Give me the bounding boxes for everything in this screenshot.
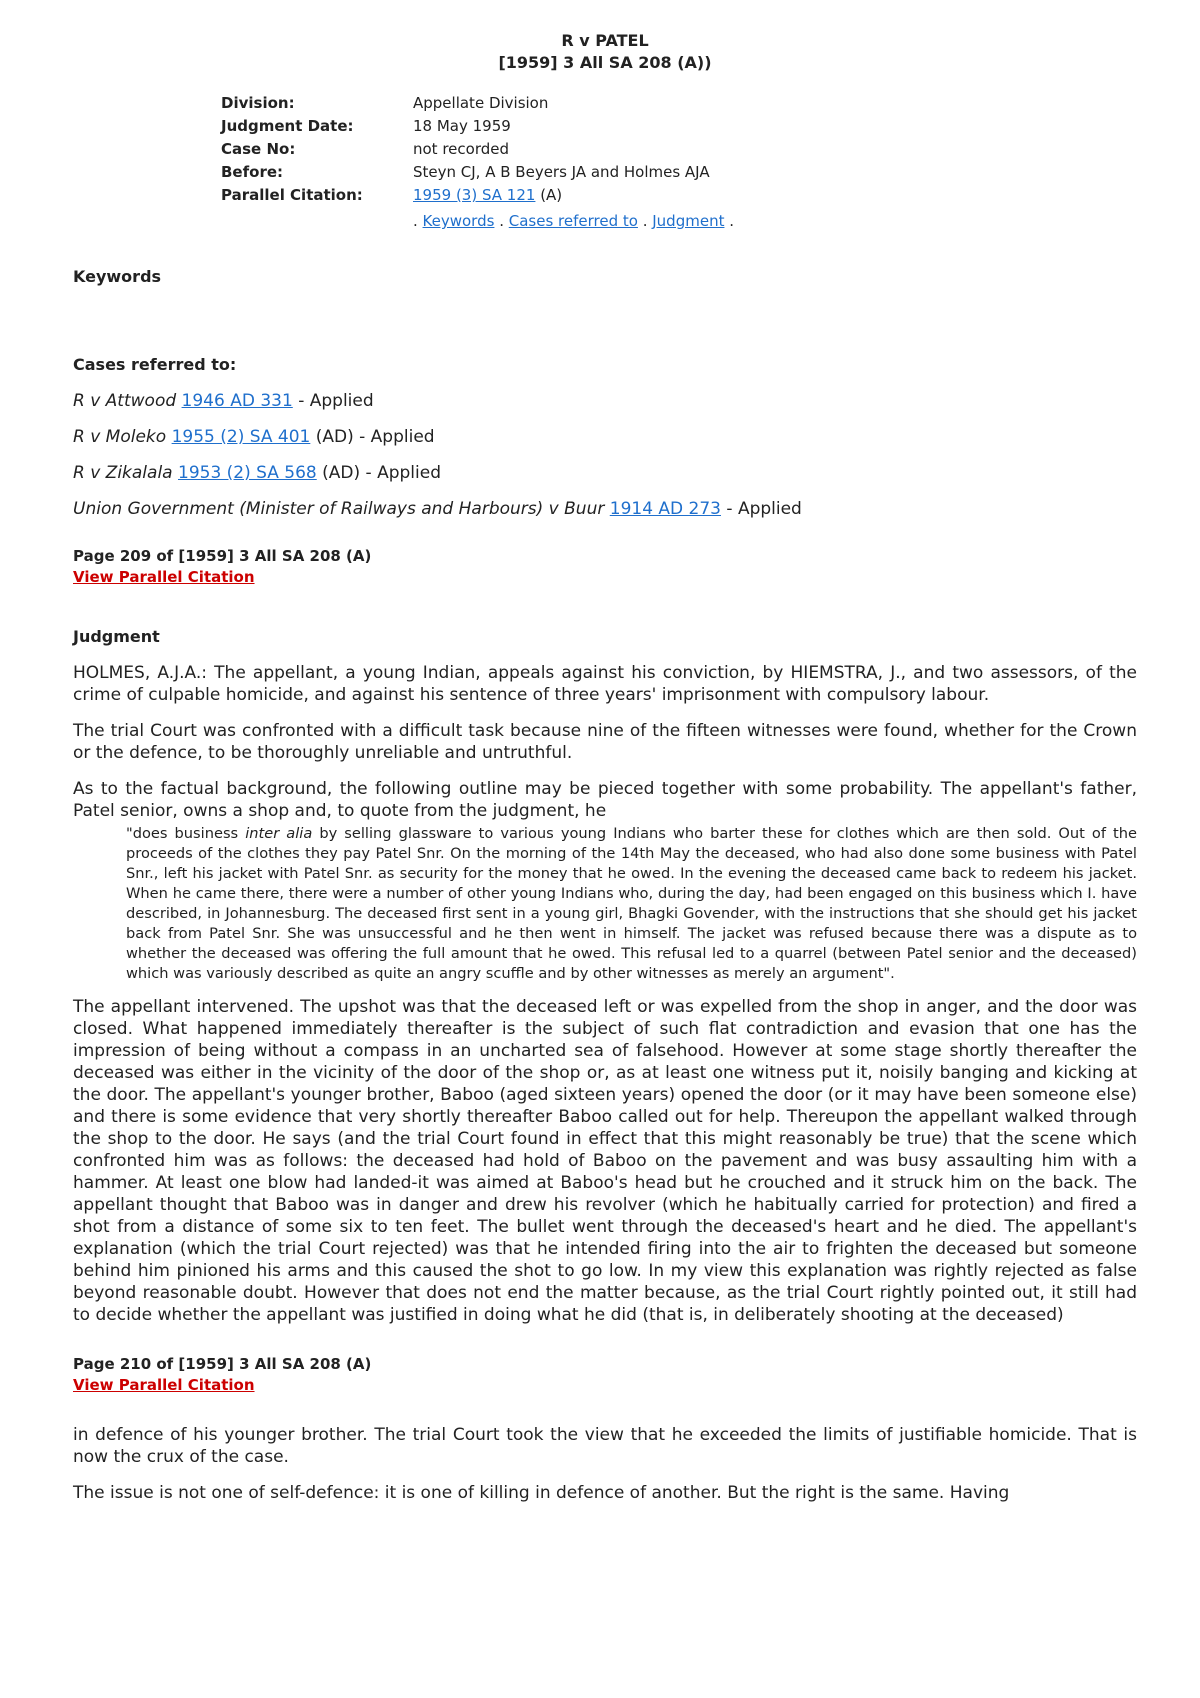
case-metadata	[221, 92, 710, 207]
division-value: Appellate Division	[413, 94, 549, 112]
page-marker-209	[73, 546, 1137, 588]
quote-text: "does business	[126, 825, 246, 842]
section-nav: . Keywords . Cases referred to . Judgment .	[413, 212, 734, 230]
case-name: Union Government (Minister of Railways and Harbours) v Buur	[73, 499, 605, 519]
before-label: Before:	[221, 163, 284, 181]
division-label: Division:	[221, 94, 295, 112]
case-citation-link[interactable]: 1955 (2) SA 401	[171, 427, 311, 447]
cases-heading: Cases referred to:	[73, 355, 237, 374]
case-treatment: (AD) - Applied	[316, 463, 441, 483]
keywords-heading: Keywords	[73, 267, 162, 286]
case-citation: [1959] 3 All SA 208 (A))	[498, 53, 712, 72]
document-page	[73, 30, 1137, 1504]
judgment-date-label: Judgment Date:	[221, 117, 354, 135]
view-parallel-citation-link[interactable]: View Parallel Citation	[73, 1376, 255, 1394]
case-item	[73, 498, 1137, 520]
case-treatment: (AD) - Applied	[310, 427, 435, 447]
judgment-paragraph: HOLMES, A.J.A.: The appellant, a young Indian, appeals against his conviction, by HIEMSTRA, J., and two assessors, of the crime of culpable homicide, and against his sentence of three years' imprisonment with compulsory labour.	[73, 663, 1137, 705]
judgment-paragraph: The trial Court was confronted with a difficult task because nine of the fifteen witnesses were found, whether for the Crown or the defence, to be thoroughly unreliable and untruthful.	[73, 721, 1137, 763]
parallel-citation-label: Parallel Citation:	[221, 186, 363, 204]
page-marker-210	[73, 1354, 1137, 1396]
case-citation-link[interactable]: 1946 AD 331	[181, 391, 293, 411]
judgment-paragraph: in defence of his younger brother. The trial Court took the view that he exceeded the limits of justifiable homicide. That is now the crux of the case.	[73, 1425, 1137, 1467]
case-no-label: Case No:	[221, 140, 296, 158]
judgment-date-value: 18 May 1959	[413, 117, 511, 135]
quote-text: by selling glassware to various young Indians who barter these for clothes which are then sold. Out of the proceeds of the clothes they pay Patel Snr. On the morning of the 14th May the deceased, who had also done some business with Patel Snr., left his jacket with Patel Snr. as security for the money that he owed. In the evening the deceased came back to redeem his jacket. When he came there, there were a number of other young Indians who, during the day, had been engaged on this business which I. have described, in Johannesburg. The deceased first sent in a young girl, Bhagki Govender, with the instructions that she should get his jacket back from Patel Snr. She was unsuccessful and he then went in himself. The jacket was refused because there was a dispute as to whether the deceased was offering the full amount that he owed. This refusal led to a quarrel (between Patel senior and the deceased) which was variously described as quite an angry scuffle and by other witnesses as merely an argument".	[126, 825, 1137, 982]
nav-keywords-link[interactable]: Keywords	[422, 212, 495, 230]
nav-judgment-link[interactable]: Judgment	[652, 212, 725, 230]
case-item	[73, 462, 1137, 484]
case-citation-link[interactable]: 1953 (2) SA 568	[178, 463, 317, 483]
case-citation-link[interactable]: 1914 AD 273	[609, 499, 721, 519]
case-name: R v Moleko	[73, 427, 167, 447]
nav-cases-link[interactable]: Cases referred to	[508, 212, 638, 230]
judgment-heading: Judgment	[73, 627, 160, 646]
judgment-paragraph: The issue is not one of self-defence: it is one of killing in defence of another. But the right is the same. Having	[73, 1483, 1010, 1503]
case-treatment: - Applied	[292, 391, 374, 411]
case-title: R v PATEL	[561, 31, 649, 50]
case-item	[73, 390, 1137, 412]
quote-latin: inter alia	[245, 825, 313, 842]
judgment-paragraph: As to the factual background, the following outline may be pieced together with some probability. The appellant's father, Patel senior, owns a shop and, to quote from the judgment, he	[73, 779, 1137, 821]
judgment-quote	[126, 824, 1137, 984]
parallel-citation-link[interactable]: 1959 (3) SA 121	[413, 186, 536, 204]
judgment-paragraph: The appellant intervened. The upshot was that the deceased left or was expelled from the shop in anger, and the door was closed. What happened immediately thereafter is the subject of such flat contradiction and evasion that one has the impression of being without a compass in an uncharted sea of falsehood. However at some stage shortly thereafter the deceased was either in the vicinity of the door of the shop or, as at least one witness put it, noisily banging and kicking at the door. The appellant's younger brother, Baboo (aged sixteen years) opened the door (or it may have been someone else) and there is some evidence that very shortly thereafter Baboo called out for help. Thereupon the appellant walked through the shop to the door. He says (and the trial Court found in effect that this might reasonably be true) that the scene which confronted him was as follows: the deceased had hold of Baboo on the pavement and was busy assaulting him with a hammer. At least one blow had landed-it was aimed at Baboo's head but he crouched and it struck him on the back. The appellant thought that Baboo was in danger and drew his revolver (which he habitually carried for protection) and fired a shot from a distance of some six to ten feet. The bullet went through the deceased's heart and he died. The appellant's explanation (which the trial Court rejected) was that he intended firing into the air to frighten the deceased but someone behind him pinioned his arms and this caused the shot to go low. In my view this explanation was rightly rejected as false beyond reasonable doubt. However that does not end the matter because, as the trial Court rightly pointed out, it still had to decide whether the appellant was justified in doing what he did (that is, in deliberately shooting at the deceased)	[73, 997, 1137, 1325]
before-value: Steyn CJ, A B Beyers JA and Holmes AJA	[413, 163, 710, 181]
page-label: Page 209 of [1959] 3 All SA 208 (A)	[73, 547, 372, 565]
parallel-citation-suffix: (A)	[535, 186, 563, 204]
page-label: Page 210 of [1959] 3 All SA 208 (A)	[73, 1355, 372, 1373]
case-treatment: - Applied	[721, 499, 802, 519]
case-no-value: not recorded	[413, 140, 509, 158]
view-parallel-citation-link[interactable]: View Parallel Citation	[73, 568, 255, 586]
case-item	[73, 426, 1137, 448]
case-name: R v Zikalala	[73, 463, 173, 483]
case-name: R v Attwood	[73, 391, 177, 411]
parallel-citation-value	[413, 184, 710, 207]
